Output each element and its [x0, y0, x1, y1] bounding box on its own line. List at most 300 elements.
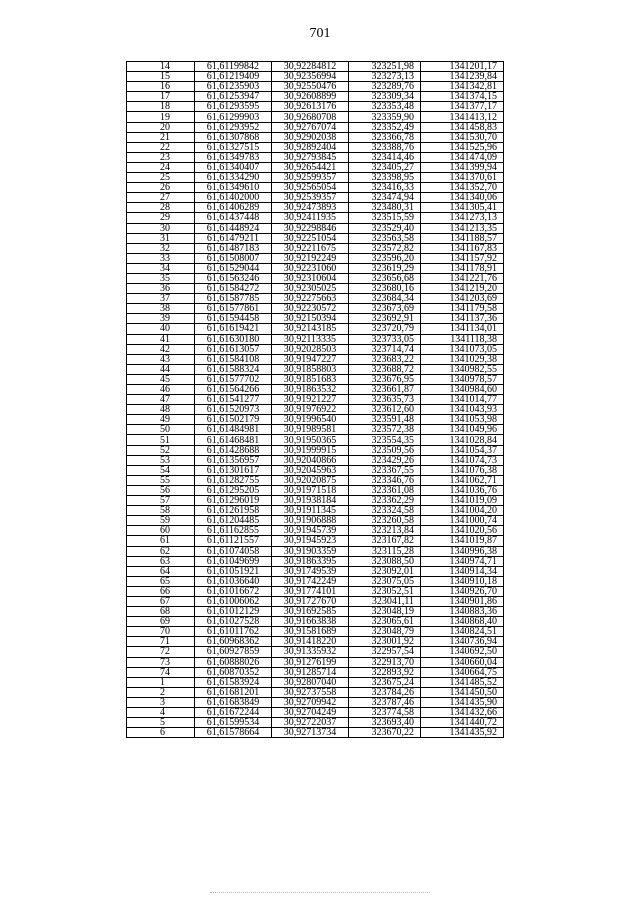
table-row [127, 415, 504, 425]
x-coordinate-cell: 323563,58 [349, 233, 421, 243]
point-number-cell: 58 [127, 506, 195, 516]
point-number-cell: 29 [127, 213, 195, 223]
table-row [127, 173, 504, 183]
longitude-cell: 30,91971518 [272, 485, 349, 495]
point-number-cell: 52 [127, 445, 195, 455]
x-coordinate-cell: 323115,28 [349, 546, 421, 556]
longitude-cell: 30,91996540 [272, 415, 349, 425]
point-number-cell: 6 [127, 728, 195, 738]
longitude-cell: 30,92709942 [272, 697, 349, 707]
y-coordinate-cell: 1341352,70 [421, 183, 504, 193]
x-coordinate-cell: 323362,29 [349, 496, 421, 506]
point-number-cell: 40 [127, 324, 195, 334]
latitude-cell: 61,61584108 [195, 354, 272, 364]
y-coordinate-cell: 1341474,09 [421, 152, 504, 162]
longitude-cell: 30,92230572 [272, 304, 349, 314]
x-coordinate-cell: 323675,24 [349, 677, 421, 687]
longitude-cell: 30,92028503 [272, 344, 349, 354]
longitude-cell: 30,91976922 [272, 405, 349, 415]
x-coordinate-cell: 323714,74 [349, 344, 421, 354]
x-coordinate-cell: 323619,29 [349, 263, 421, 273]
x-coordinate-cell: 323366,78 [349, 132, 421, 142]
point-number-cell: 48 [127, 405, 195, 415]
y-coordinate-cell: 1341203,69 [421, 294, 504, 304]
latitude-cell: 61,61529044 [195, 263, 272, 273]
y-coordinate-cell: 1341167,83 [421, 243, 504, 253]
latitude-cell: 61,61219409 [195, 72, 272, 82]
x-coordinate-cell: 323414,46 [349, 152, 421, 162]
y-coordinate-cell: 1341053,98 [421, 415, 504, 425]
table-row [127, 566, 504, 576]
latitude-cell: 61,60870352 [195, 667, 272, 677]
longitude-cell: 30,91727670 [272, 596, 349, 606]
table-row [127, 314, 504, 324]
x-coordinate-cell: 323693,40 [349, 718, 421, 728]
latitude-cell: 61,61487183 [195, 243, 272, 253]
x-coordinate-cell: 323529,40 [349, 223, 421, 233]
x-coordinate-cell: 323398,95 [349, 173, 421, 183]
latitude-cell: 61,61577702 [195, 374, 272, 384]
longitude-cell: 30,92613176 [272, 102, 349, 112]
latitude-cell: 61,60927859 [195, 647, 272, 657]
table-row [127, 354, 504, 364]
x-coordinate-cell: 323656,68 [349, 273, 421, 283]
latitude-cell: 61,61036640 [195, 576, 272, 586]
longitude-cell: 30,92305025 [272, 284, 349, 294]
table-row [127, 223, 504, 233]
longitude-cell: 30,91999915 [272, 445, 349, 455]
y-coordinate-cell: 1341374,15 [421, 92, 504, 102]
latitude-cell: 61,61293595 [195, 102, 272, 112]
y-coordinate-cell: 1341188,57 [421, 233, 504, 243]
y-coordinate-cell: 1341458,83 [421, 122, 504, 132]
longitude-cell: 30,92680708 [272, 112, 349, 122]
table-row [127, 395, 504, 405]
point-number-cell: 18 [127, 102, 195, 112]
point-number-cell: 73 [127, 657, 195, 667]
longitude-cell: 30,91911345 [272, 506, 349, 516]
longitude-cell: 30,91742249 [272, 576, 349, 586]
x-coordinate-cell: 323088,50 [349, 556, 421, 566]
point-number-cell: 66 [127, 586, 195, 596]
table-row [127, 284, 504, 294]
longitude-cell: 30,91903359 [272, 546, 349, 556]
y-coordinate-cell: 1340664,75 [421, 667, 504, 677]
longitude-cell: 30,91947227 [272, 354, 349, 364]
x-coordinate-cell: 323572,38 [349, 425, 421, 435]
point-number-cell: 21 [127, 132, 195, 142]
table-row [127, 122, 504, 132]
table-row [127, 152, 504, 162]
y-coordinate-cell: 1341399,94 [421, 162, 504, 172]
y-coordinate-cell: 1341028,84 [421, 435, 504, 445]
y-coordinate-cell: 1340982,55 [421, 364, 504, 374]
longitude-cell: 30,92298846 [272, 223, 349, 233]
y-coordinate-cell: 1341432,66 [421, 708, 504, 718]
latitude-cell: 61,61356957 [195, 455, 272, 465]
y-coordinate-cell: 1341049,96 [421, 425, 504, 435]
point-number-cell: 38 [127, 304, 195, 314]
y-coordinate-cell: 1340868,40 [421, 617, 504, 627]
longitude-cell: 30,92411935 [272, 213, 349, 223]
longitude-cell: 30,92231060 [272, 263, 349, 273]
table-row [127, 667, 504, 677]
y-coordinate-cell: 1341137,36 [421, 314, 504, 324]
x-coordinate-cell: 323509,56 [349, 445, 421, 455]
point-number-cell: 50 [127, 425, 195, 435]
x-coordinate-cell: 323324,58 [349, 506, 421, 516]
coordinates-table [126, 61, 504, 738]
x-coordinate-cell: 323635,73 [349, 395, 421, 405]
x-coordinate-cell: 323353,48 [349, 102, 421, 112]
longitude-cell: 30,91863395 [272, 556, 349, 566]
table-row [127, 344, 504, 354]
table-row [127, 213, 504, 223]
latitude-cell: 61,61349783 [195, 152, 272, 162]
x-coordinate-cell: 323001,92 [349, 637, 421, 647]
latitude-cell: 61,61428688 [195, 445, 272, 455]
longitude-cell: 30,92737558 [272, 687, 349, 697]
longitude-cell: 30,92608899 [272, 92, 349, 102]
table-row [127, 62, 504, 72]
x-coordinate-cell: 323359,90 [349, 112, 421, 122]
point-number-cell: 61 [127, 536, 195, 546]
latitude-cell: 61,61327515 [195, 142, 272, 152]
x-coordinate-cell: 323787,46 [349, 697, 421, 707]
table-row [127, 617, 504, 627]
point-number-cell: 67 [127, 596, 195, 606]
x-coordinate-cell: 323167,82 [349, 536, 421, 546]
longitude-cell: 30,92310604 [272, 273, 349, 283]
y-coordinate-cell: 1341485,52 [421, 677, 504, 687]
longitude-cell: 30,91921227 [272, 395, 349, 405]
latitude-cell: 61,61027528 [195, 617, 272, 627]
point-number-cell: 49 [127, 415, 195, 425]
y-coordinate-cell: 1341273,13 [421, 213, 504, 223]
longitude-cell: 30,92040866 [272, 455, 349, 465]
point-number-cell: 4 [127, 708, 195, 718]
y-coordinate-cell: 1341062,71 [421, 475, 504, 485]
coordinates-table-body [127, 62, 504, 738]
latitude-cell: 61,61577861 [195, 304, 272, 314]
longitude-cell: 30,91906888 [272, 516, 349, 526]
table-row [127, 677, 504, 687]
y-coordinate-cell: 1340914,34 [421, 566, 504, 576]
y-coordinate-cell: 1341074,73 [421, 455, 504, 465]
x-coordinate-cell: 323309,34 [349, 92, 421, 102]
point-number-cell: 47 [127, 395, 195, 405]
latitude-cell: 61,61296019 [195, 496, 272, 506]
table-row [127, 233, 504, 243]
y-coordinate-cell: 1341525,96 [421, 142, 504, 152]
point-number-cell: 27 [127, 193, 195, 203]
longitude-cell: 30,91945923 [272, 536, 349, 546]
point-number-cell: 24 [127, 162, 195, 172]
point-number-cell: 43 [127, 354, 195, 364]
x-coordinate-cell: 323289,76 [349, 82, 421, 92]
longitude-cell: 30,92113335 [272, 334, 349, 344]
x-coordinate-cell: 323670,22 [349, 728, 421, 738]
y-coordinate-cell: 1340692,50 [421, 647, 504, 657]
y-coordinate-cell: 1340901,86 [421, 596, 504, 606]
point-number-cell: 53 [127, 455, 195, 465]
y-coordinate-cell: 1341377,17 [421, 102, 504, 112]
longitude-cell: 30,92599357 [272, 173, 349, 183]
y-coordinate-cell: 1341054,37 [421, 445, 504, 455]
x-coordinate-cell: 323733,05 [349, 334, 421, 344]
table-row [127, 627, 504, 637]
x-coordinate-cell: 323048,79 [349, 627, 421, 637]
y-coordinate-cell: 1341029,38 [421, 354, 504, 364]
latitude-cell: 61,61204485 [195, 516, 272, 526]
point-number-cell: 23 [127, 152, 195, 162]
point-number-cell: 55 [127, 475, 195, 485]
longitude-cell: 30,92892404 [272, 142, 349, 152]
y-coordinate-cell: 1341370,61 [421, 173, 504, 183]
latitude-cell: 61,61121557 [195, 536, 272, 546]
x-coordinate-cell: 323361,08 [349, 485, 421, 495]
longitude-cell: 30,92275663 [272, 294, 349, 304]
longitude-cell: 30,91938184 [272, 496, 349, 506]
table-row [127, 425, 504, 435]
table-row [127, 647, 504, 657]
latitude-cell: 61,61162855 [195, 526, 272, 536]
point-number-cell: 5 [127, 718, 195, 728]
y-coordinate-cell: 1341179,58 [421, 304, 504, 314]
table-row [127, 435, 504, 445]
x-coordinate-cell: 323416,33 [349, 183, 421, 193]
latitude-cell: 61,61299903 [195, 112, 272, 122]
latitude-cell: 61,61564266 [195, 385, 272, 395]
table-row [127, 162, 504, 172]
y-coordinate-cell: 1341221,76 [421, 273, 504, 283]
latitude-cell: 61,61479211 [195, 233, 272, 243]
point-number-cell: 68 [127, 607, 195, 617]
latitude-cell: 61,61508007 [195, 253, 272, 263]
point-number-cell: 51 [127, 435, 195, 445]
point-number-cell: 60 [127, 526, 195, 536]
table-row [127, 718, 504, 728]
point-number-cell: 71 [127, 637, 195, 647]
table-row [127, 102, 504, 112]
x-coordinate-cell: 323661,87 [349, 385, 421, 395]
x-coordinate-cell: 323405,27 [349, 162, 421, 172]
longitude-cell: 30,91945739 [272, 526, 349, 536]
longitude-cell: 30,91663838 [272, 617, 349, 627]
latitude-cell: 61,61011762 [195, 627, 272, 637]
table-row [127, 526, 504, 536]
point-number-cell: 36 [127, 284, 195, 294]
latitude-cell: 61,61613057 [195, 344, 272, 354]
latitude-cell: 61,61437448 [195, 213, 272, 223]
x-coordinate-cell: 323680,16 [349, 284, 421, 294]
table-row [127, 324, 504, 334]
x-coordinate-cell: 323075,05 [349, 576, 421, 586]
x-coordinate-cell: 322913,70 [349, 657, 421, 667]
table-row [127, 475, 504, 485]
latitude-cell: 61,61016672 [195, 586, 272, 596]
x-coordinate-cell: 323692,91 [349, 314, 421, 324]
latitude-cell: 61,61541277 [195, 395, 272, 405]
y-coordinate-cell: 1341450,50 [421, 687, 504, 697]
latitude-cell: 61,61588324 [195, 364, 272, 374]
latitude-cell: 61,61584272 [195, 284, 272, 294]
y-coordinate-cell: 1341073,05 [421, 344, 504, 354]
y-coordinate-cell: 1341213,35 [421, 223, 504, 233]
point-number-cell: 65 [127, 576, 195, 586]
x-coordinate-cell: 323554,35 [349, 435, 421, 445]
x-coordinate-cell: 323673,69 [349, 304, 421, 314]
x-coordinate-cell: 323213,84 [349, 526, 421, 536]
latitude-cell: 61,61520973 [195, 405, 272, 415]
longitude-cell: 30,92807040 [272, 677, 349, 687]
longitude-cell: 30,91863532 [272, 385, 349, 395]
longitude-cell: 30,91950365 [272, 435, 349, 445]
longitude-cell: 30,91335932 [272, 647, 349, 657]
table-row [127, 132, 504, 142]
table-row [127, 273, 504, 283]
y-coordinate-cell: 1341000,74 [421, 516, 504, 526]
x-coordinate-cell: 323676,95 [349, 374, 421, 384]
y-coordinate-cell: 1341118,38 [421, 334, 504, 344]
longitude-cell: 30,91858803 [272, 364, 349, 374]
longitude-cell: 30,92539357 [272, 193, 349, 203]
point-number-cell: 54 [127, 465, 195, 475]
latitude-cell: 61,61074058 [195, 546, 272, 556]
longitude-cell: 30,92284812 [272, 62, 349, 72]
table-row [127, 496, 504, 506]
latitude-cell: 61,61599534 [195, 718, 272, 728]
latitude-cell: 61,61349610 [195, 183, 272, 193]
y-coordinate-cell: 1340984,60 [421, 385, 504, 395]
longitude-cell: 30,92020875 [272, 475, 349, 485]
y-coordinate-cell: 1340910,18 [421, 576, 504, 586]
table-row [127, 546, 504, 556]
y-coordinate-cell: 1341305,41 [421, 203, 504, 213]
y-coordinate-cell: 1341440,72 [421, 718, 504, 728]
y-coordinate-cell: 1341413,12 [421, 112, 504, 122]
point-number-cell: 22 [127, 142, 195, 152]
longitude-cell: 30,92211675 [272, 243, 349, 253]
table-row [127, 596, 504, 606]
table-row [127, 697, 504, 707]
x-coordinate-cell: 323251,98 [349, 62, 421, 72]
table-row [127, 92, 504, 102]
longitude-cell: 30,92902038 [272, 132, 349, 142]
point-number-cell: 45 [127, 374, 195, 384]
point-number-cell: 44 [127, 364, 195, 374]
table-row [127, 253, 504, 263]
latitude-cell: 61,61672244 [195, 708, 272, 718]
y-coordinate-cell: 1341201,17 [421, 62, 504, 72]
y-coordinate-cell: 1340736,94 [421, 637, 504, 647]
x-coordinate-cell: 323480,31 [349, 203, 421, 213]
latitude-cell: 61,61012129 [195, 607, 272, 617]
x-coordinate-cell: 323612,60 [349, 405, 421, 415]
table-row [127, 203, 504, 213]
x-coordinate-cell: 323429,26 [349, 455, 421, 465]
point-number-cell: 72 [127, 647, 195, 657]
longitude-cell: 30,92356994 [272, 72, 349, 82]
x-coordinate-cell: 323474,94 [349, 193, 421, 203]
longitude-cell: 30,91989581 [272, 425, 349, 435]
latitude-cell: 61,61235903 [195, 82, 272, 92]
point-number-cell: 74 [127, 667, 195, 677]
point-number-cell: 56 [127, 485, 195, 495]
latitude-cell: 61,61619421 [195, 324, 272, 334]
latitude-cell: 61,61681201 [195, 687, 272, 697]
table-row [127, 485, 504, 495]
point-number-cell: 34 [127, 263, 195, 273]
x-coordinate-cell: 323720,79 [349, 324, 421, 334]
table-row [127, 445, 504, 455]
footer-rule [210, 892, 430, 893]
x-coordinate-cell: 323346,76 [349, 475, 421, 485]
y-coordinate-cell: 1341004,20 [421, 506, 504, 516]
longitude-cell: 30,92654421 [272, 162, 349, 172]
table-row [127, 637, 504, 647]
point-number-cell: 59 [127, 516, 195, 526]
x-coordinate-cell: 323774,58 [349, 708, 421, 718]
point-number-cell: 17 [127, 92, 195, 102]
latitude-cell: 61,61448924 [195, 223, 272, 233]
x-coordinate-cell: 323065,61 [349, 617, 421, 627]
y-coordinate-cell: 1340996,38 [421, 546, 504, 556]
table-row [127, 465, 504, 475]
latitude-cell: 61,61630180 [195, 334, 272, 344]
point-number-cell: 16 [127, 82, 195, 92]
point-number-cell: 19 [127, 112, 195, 122]
point-number-cell: 3 [127, 697, 195, 707]
y-coordinate-cell: 1341076,38 [421, 465, 504, 475]
latitude-cell: 61,61049699 [195, 556, 272, 566]
table-row [127, 536, 504, 546]
longitude-cell: 30,92713734 [272, 728, 349, 738]
latitude-cell: 61,61563246 [195, 273, 272, 283]
table-row [127, 243, 504, 253]
table-row [127, 657, 504, 667]
latitude-cell: 61,60968362 [195, 637, 272, 647]
y-coordinate-cell: 1341219,20 [421, 284, 504, 294]
latitude-cell: 61,61578664 [195, 728, 272, 738]
latitude-cell: 61,61468481 [195, 435, 272, 445]
y-coordinate-cell: 1341342,81 [421, 82, 504, 92]
point-number-cell: 46 [127, 385, 195, 395]
table-row [127, 112, 504, 122]
latitude-cell: 61,61199842 [195, 62, 272, 72]
longitude-cell: 30,91581689 [272, 627, 349, 637]
table-row [127, 506, 504, 516]
longitude-cell: 30,92704249 [272, 708, 349, 718]
longitude-cell: 30,91285714 [272, 667, 349, 677]
longitude-cell: 30,91851683 [272, 374, 349, 384]
y-coordinate-cell: 1341178,91 [421, 263, 504, 273]
y-coordinate-cell: 1341134,01 [421, 324, 504, 334]
table-row [127, 455, 504, 465]
table-row [127, 385, 504, 395]
x-coordinate-cell: 323591,48 [349, 415, 421, 425]
y-coordinate-cell: 1341043,93 [421, 405, 504, 415]
point-number-cell: 35 [127, 273, 195, 283]
latitude-cell: 61,61583924 [195, 677, 272, 687]
y-coordinate-cell: 1341239,84 [421, 72, 504, 82]
point-number-cell: 30 [127, 223, 195, 233]
latitude-cell: 61,61340407 [195, 162, 272, 172]
longitude-cell: 30,92251054 [272, 233, 349, 243]
y-coordinate-cell: 1340883,36 [421, 607, 504, 617]
table-row [127, 576, 504, 586]
y-coordinate-cell: 1341014,77 [421, 395, 504, 405]
